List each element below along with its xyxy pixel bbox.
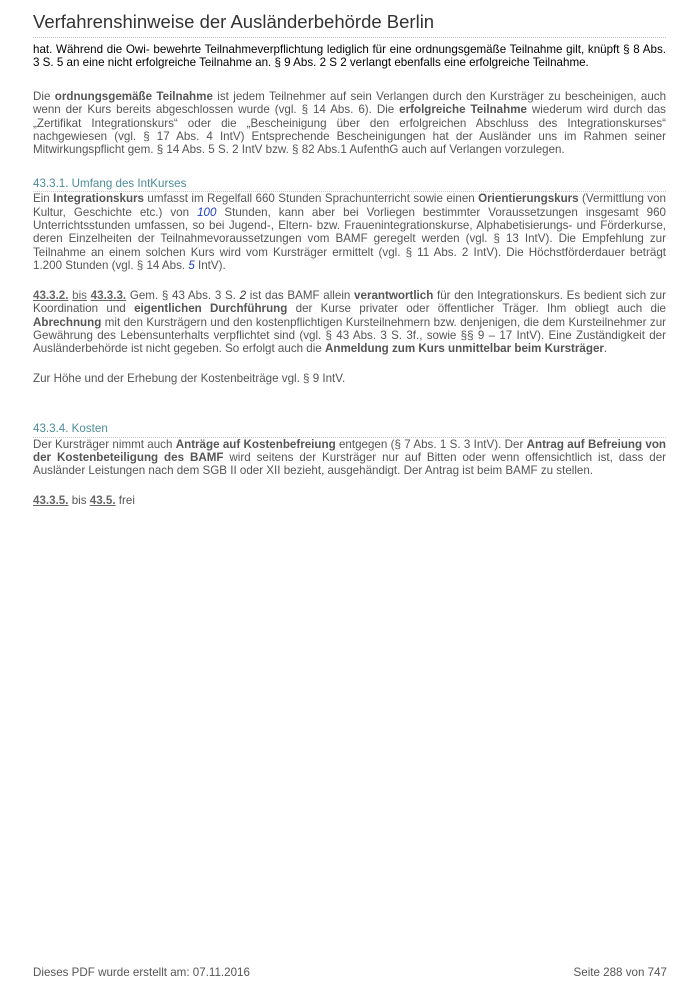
bold-term: Anträge auf Kostenbefreiung	[175, 437, 336, 451]
amended-number: 2	[239, 288, 247, 302]
bold-term: erfolgreiche Teilnahme	[399, 103, 527, 117]
section-reference-link[interactable]: 43.3.5.	[33, 493, 69, 507]
text-run: entgegen (§ 7 Abs. 1 S. 3 IntV). Der	[335, 437, 527, 451]
intro-paragraph: hat. Während die Owi- bewehrte Teilnahmeverpflichtung lediglich für eine ordnungsgemäße Teilnahme gilt, knüpft § 8 Abs. 3 S. 5 an eine nicht erfolgreiche Teilnahme an. § 9 Abs. 2 S 2 verlangt ebenfalls eine erfolgreiche Teilnahme.	[33, 43, 666, 70]
footer-created-date: Dieses PDF wurde erstellt am: 07.11.2016	[33, 966, 250, 979]
text-run: frei	[118, 493, 135, 507]
amended-number: 100	[197, 205, 217, 219]
bold-term: verantwortlich	[354, 288, 434, 302]
text-run: wird seitens der Kursträger nur auf Bitten oder wenn offensichtlich ist, dass der Ausländer Leistungen nach dem SGB II oder XII bezieht, ausgehändigt. Der Antrag ist beim BAMF zu stellen.	[33, 450, 667, 478]
text-run: umfasst im Regelfall 660 Stunden Sprachunterricht sowie einen	[144, 192, 479, 206]
text-run: Gem. § 43 Abs. 3 S.	[126, 288, 240, 302]
bold-term: Antrag auf Befreiung von der Kostenbeteiligung des BAMF	[33, 437, 666, 464]
hoehe-paragraph: Zur Höhe und der Erhebung der Kostenbeiträge vgl. § 9 IntV.	[33, 371, 346, 385]
text-run: .	[603, 342, 608, 356]
section-heading-umfang: 43.3.1. Umfang des IntKurses	[33, 177, 666, 192]
text-run: Ein	[33, 192, 54, 206]
text-run: ist das BAMF allein	[246, 288, 355, 302]
section-reference-link[interactable]: 43.3.3.	[90, 288, 127, 302]
document-body	[33, 43, 666, 507]
header-divider	[33, 37, 666, 38]
bold-term: Orientierungskurs	[478, 192, 579, 206]
section-heading-kosten: 43.3.4. Kosten	[33, 422, 666, 437]
bamf-paragraph	[33, 289, 666, 356]
text-run: mit den Kursträgern und den kostenpflichtigen Kursteilnehmern bzw. denjenigen, die dem Kursteilnehmer zur Gewährung des Lebensunterhalts verpflichtet sind (vgl. § 43 Abs. 3 S. 3f., sowie §§ 9 – 17 IntV). Eine Zuständigkeit der Ausländerbehörde ist nicht gegeben. So erfolgt auch die	[33, 315, 666, 356]
text-run: Stunden, kann aber bei Vorliegen bestimmter Voraussetzungen insgesamt 960 Unterrichtsstunden umfassen, so bei Jugend-, Eltern- bzw. Frauenintegrationskurse, Alphabetisierungs- und Förderkurse, deren Einzelheiten der Teilnahmevoraussetzungen vom BAMF geregelt werden (vgl. § 13 IntV). Die Empfehlung zur Teilnahme an einem solchen Kurs wird vom Kursträger ermittelt (vgl. § 11 Abs. 2 IntV). Die Höchstförderdauer beträgt 1.200 Stunden (vgl. § 14 Abs.	[33, 205, 666, 273]
text-run: IntV).	[194, 259, 226, 273]
bold-term: eigentlichen Durchführung	[134, 302, 288, 316]
text-run: Die	[33, 89, 55, 103]
bold-term: Integrationskurs	[53, 192, 144, 206]
footer-page-number: Seite 288 von 747	[573, 966, 667, 979]
text-run: der Kurse privater oder öffentlicher Träger. Ihm obliegt auch die	[287, 302, 667, 316]
kosten-paragraph	[33, 438, 666, 478]
frei-paragraph	[33, 494, 666, 507]
bold-term: Abrechnung	[33, 315, 102, 329]
text-run: ist jedem Teilnehmer auf sein Verlangen durch den Kursträger zu bescheinigen, auch wenn der Kurs bereits abgeschlossen wurde (vgl. § 14 Abs. 6). Die	[33, 89, 667, 117]
page-title: Verfahrenshinweise der Ausländerbehörde Berlin	[33, 11, 435, 32]
text-run: (Vermittlung von Kultur, Geschichte etc.) von	[33, 192, 666, 219]
text-run: Der Kursträger nimmt auch	[33, 437, 176, 451]
bold-term: ordnungsgemäße Teilnahme	[54, 89, 213, 103]
section-reference-link[interactable]: 43.5.	[89, 493, 116, 507]
text-run: für den Integrationskurs. Es bedient sich zur Koordination und	[33, 288, 666, 316]
section-reference-link[interactable]: 43.3.2.	[33, 288, 69, 302]
amended-number: 5	[188, 259, 195, 273]
text-run: wiederum wird durch das „Zertifikat Integrationskurs“ oder die „Bescheinigung über den erfolgreichen Abschluss des Integrationskurses“ nachgewiesen (vgl. § 17 Abs. 4 IntV) Entsprechende Bescheinigungen hat der Ausländer uns im Rahmen seiner Mitwirkungspflicht gem. § 14 Abs. 5 S. 2 IntV bzw. § 82 Abs.1 AufenthG auch auf Verlangen vorzulegen.	[33, 103, 666, 157]
bold-term: Anmeldung zum Kurs unmittelbar beim Kursträger	[324, 342, 604, 356]
umfang-paragraph	[33, 192, 666, 272]
text-run: bis	[71, 493, 87, 507]
teilnahme-paragraph	[33, 90, 666, 157]
range-link[interactable]: bis	[72, 288, 87, 302]
